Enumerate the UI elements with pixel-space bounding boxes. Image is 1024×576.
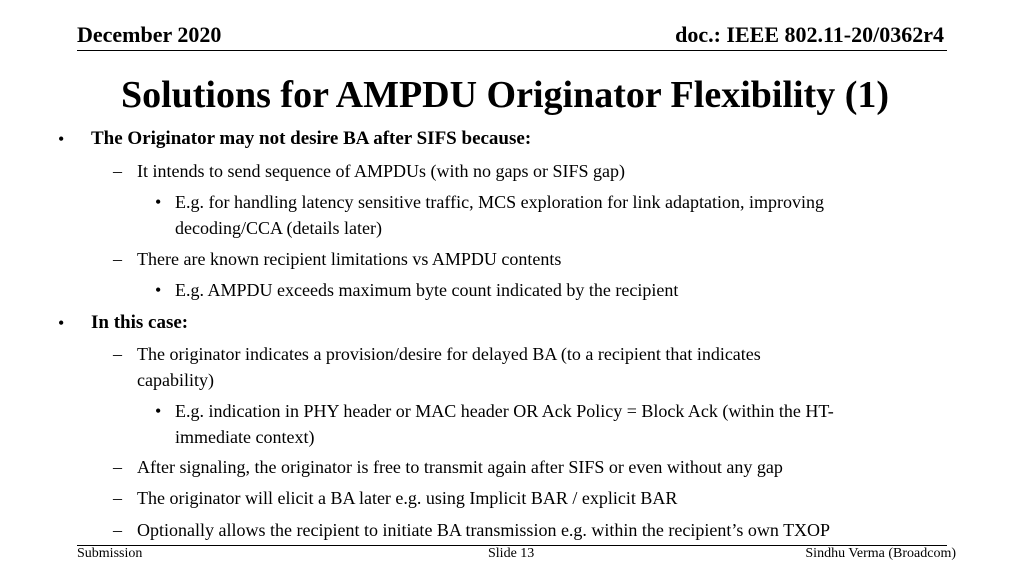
footer-submission: Submission	[77, 546, 143, 561]
dash-marker: –	[113, 344, 122, 364]
bullet-marker: •	[155, 401, 162, 421]
sub-bullet-recipient-initiate: Optionally allows the recipient to initiate BA transmission e.g. within the recipient’s own TXOP	[137, 520, 831, 540]
bullet-marker: •	[155, 280, 162, 300]
header-date: December 2020	[77, 22, 222, 47]
sub-bullet-delayed-ba-line2: capability)	[137, 370, 214, 390]
sub-bullet-elicit-ba: The originator will elicit a BA later e.g. using Implicit BAR / explicit BAR	[137, 488, 678, 508]
detail-latency-line2: decoding/CCA (details later)	[175, 218, 382, 238]
bullet-marker: •	[58, 129, 65, 149]
slide-title: Solutions for AMPDU Originator Flexibility (1)	[120, 74, 890, 116]
footer-author: Sindhu Verma (Broadcom)	[805, 546, 956, 561]
detail-indication-line2: immediate context)	[175, 427, 315, 447]
footer-slide-number: Slide 13	[488, 546, 535, 561]
header-doc-id: doc.: IEEE 802.11-20/0362r4	[675, 22, 944, 47]
bullet-in-this-case: In this case:	[91, 312, 189, 333]
sub-bullet-recipient-limitations: There are known recipient limitations vs AMPDU contents	[137, 249, 562, 269]
dash-marker: –	[113, 520, 122, 540]
bullet-marker: •	[155, 192, 162, 212]
dash-marker: –	[113, 249, 122, 269]
dash-marker: –	[113, 488, 122, 508]
detail-indication-line1: E.g. indication in PHY header or MAC header OR Ack Policy = Block Ack (within the HT-	[175, 401, 834, 421]
header-divider	[77, 50, 947, 51]
sub-bullet-free-to-transmit: After signaling, the originator is free to transmit again after SIFS or even without any gap	[137, 457, 783, 477]
detail-byte-count: E.g. AMPDU exceeds maximum byte count indicated by the recipient	[175, 280, 679, 300]
bullet-marker: •	[58, 313, 65, 333]
sub-bullet-ampdu-sequence: It intends to send sequence of AMPDUs (with no gaps or SIFS gap)	[137, 161, 625, 181]
sub-bullet-delayed-ba-line1: The originator indicates a provision/desire for delayed BA (to a recipient that indicates	[137, 344, 761, 364]
bullet-originator-not-desire-ba: The Originator may not desire BA after SIFS because:	[91, 128, 532, 149]
detail-latency-line1: E.g. for handling latency sensitive traffic, MCS exploration for link adaptation, improving	[175, 192, 825, 212]
dash-marker: –	[113, 457, 122, 477]
dash-marker: –	[113, 161, 122, 181]
